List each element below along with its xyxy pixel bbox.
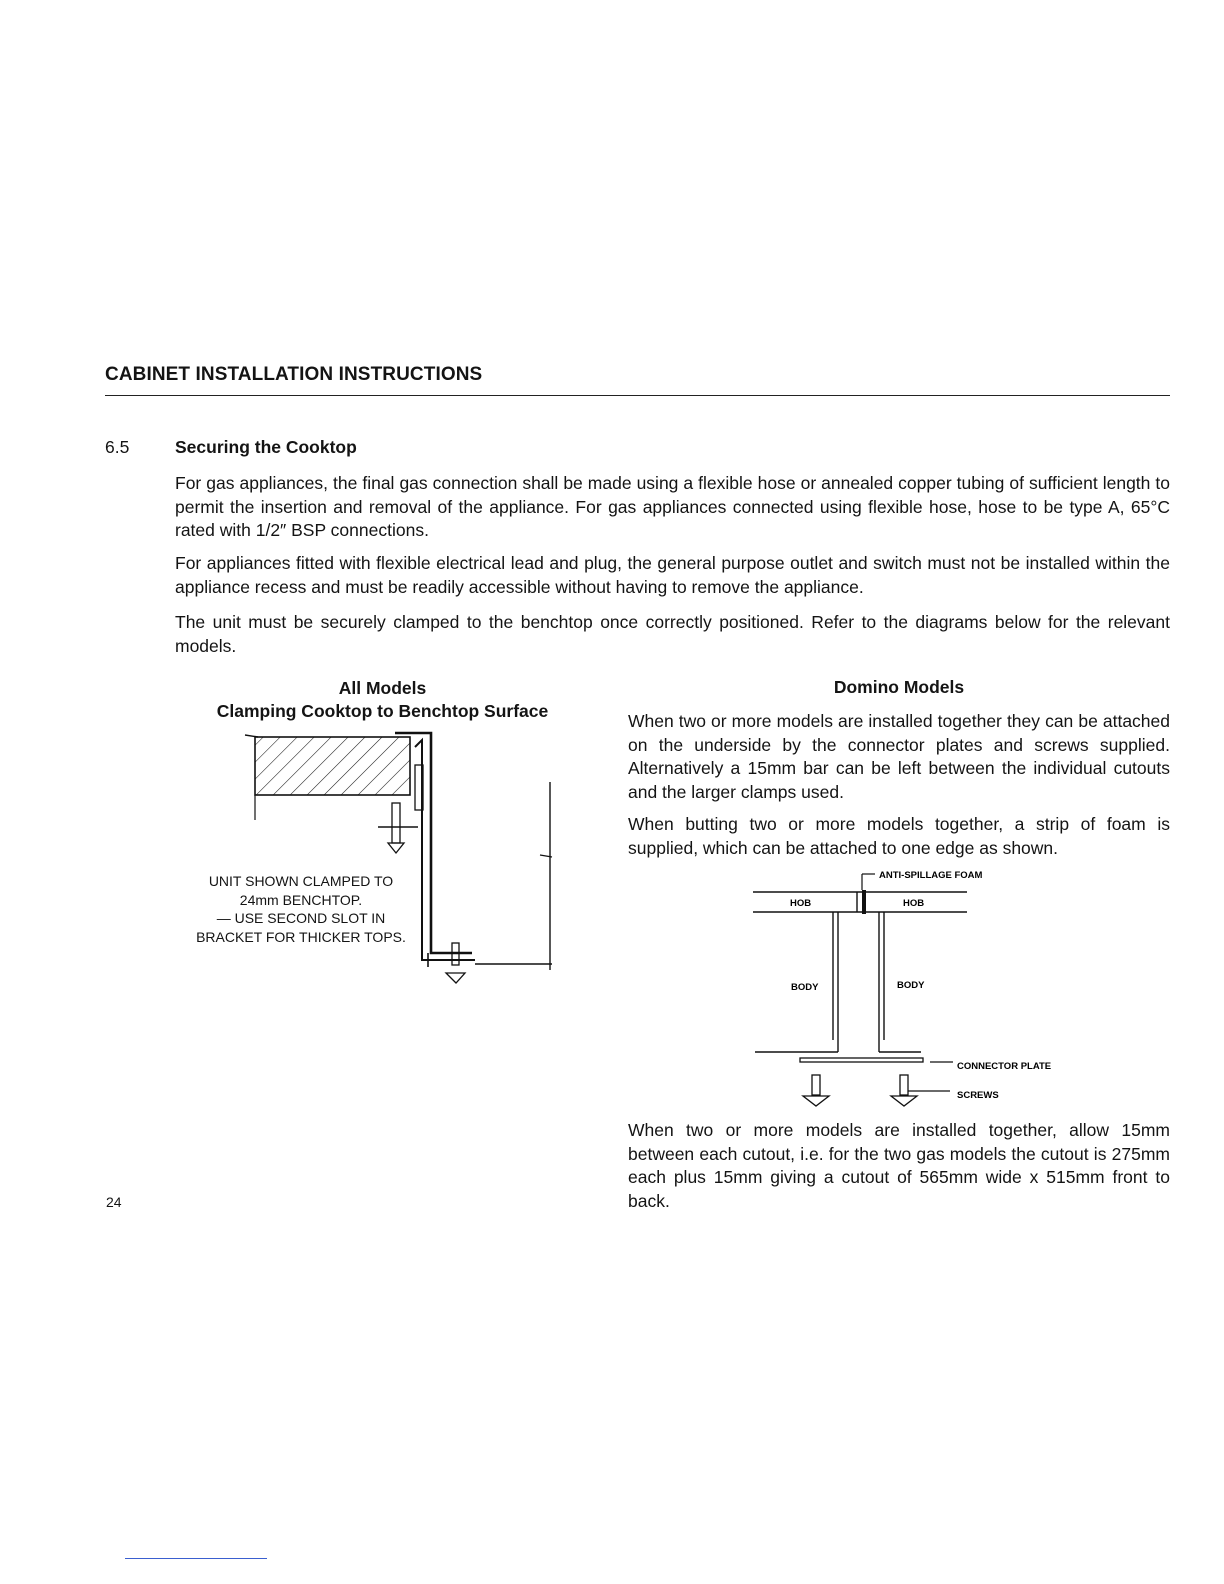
- caption-line: UNIT SHOWN CLAMPED TO: [208, 873, 394, 889]
- section-header-title: CABINET INSTALLATION INSTRUCTIONS: [105, 364, 483, 385]
- screws-label: SCREWS: [957, 1090, 999, 1101]
- section-title: Securing the Cooktop: [175, 437, 357, 457]
- benchtop-section: [245, 735, 410, 820]
- body-right-label: BODY: [897, 980, 925, 991]
- header-rule: [105, 395, 1170, 396]
- caption-line: — USE SECOND SLOT IN: [216, 910, 386, 926]
- domino-models-heading: Domino Models: [833, 677, 965, 697]
- clamp-diagram: [190, 725, 570, 990]
- paragraph-cutout-dimensions: When two or more models are installed together, allow 15mm between each cutout, i.e. for the two gas models the cutout is 275mm each plus 15mm giving a cutout of 565mm wide x 515mm front to back.: [628, 1120, 1170, 1211]
- page-number: 24: [106, 1194, 122, 1210]
- paragraph-gas-connection: For gas appliances, the final gas connection shall be made using a flexible hose or annealed copper tubing of sufficient length to permit the insertion and removal of the appliance. For gas appliances connected using flexible hose, hose to be type A, 65°C rated with 1/2″ BSP connections.: [175, 473, 1170, 540]
- paragraph-foam-strip: When butting two or more models together, a strip of foam is supplied, which can be attached to one edge as shown.: [628, 814, 1170, 858]
- clamping-heading: Clamping Cooktop to Benchtop Surface: [216, 701, 549, 721]
- paragraph-electrical: For appliances fitted with flexible electrical lead and plug, the general purpose outlet and switch must not be installed within the appliance recess and must be readily accessible without having to remove the appliance.: [175, 553, 1170, 597]
- foam-label: ANTI-SPILLAGE FOAM: [879, 870, 983, 881]
- caption-line: BRACKET FOR THICKER TOPS.: [196, 928, 406, 945]
- domino-diagram: [745, 862, 1085, 1117]
- foam-leader: [862, 874, 875, 890]
- paragraph-clamping: The unit must be securely clamped to the benchtop once correctly positioned. Refer to the diagrams below for the relevant models.: [175, 612, 1170, 656]
- screws: [803, 1075, 950, 1106]
- body-left-label: BODY: [791, 982, 819, 993]
- hob-left-label: HOB: [790, 898, 812, 909]
- connector-plate-label: CONNECTOR PLATE: [957, 1061, 1052, 1072]
- hob-tops: [753, 890, 967, 914]
- clamp-caption: [185, 872, 417, 946]
- caption-line: 24mm BENCHTOP.: [239, 891, 363, 908]
- connector-plate: [800, 1058, 953, 1062]
- hob-right-label: HOB: [903, 898, 925, 909]
- footer-line: [125, 1558, 267, 1559]
- all-models-heading: All Models: [338, 678, 427, 698]
- section-number: 6.5: [105, 437, 130, 457]
- paragraph-connector-plates: When two or more models are installed together they can be attached on the underside by the connector plates and screws supplied. Alternatively a 15mm bar can be left between the individual cutouts and the larger clamps used.: [628, 711, 1170, 802]
